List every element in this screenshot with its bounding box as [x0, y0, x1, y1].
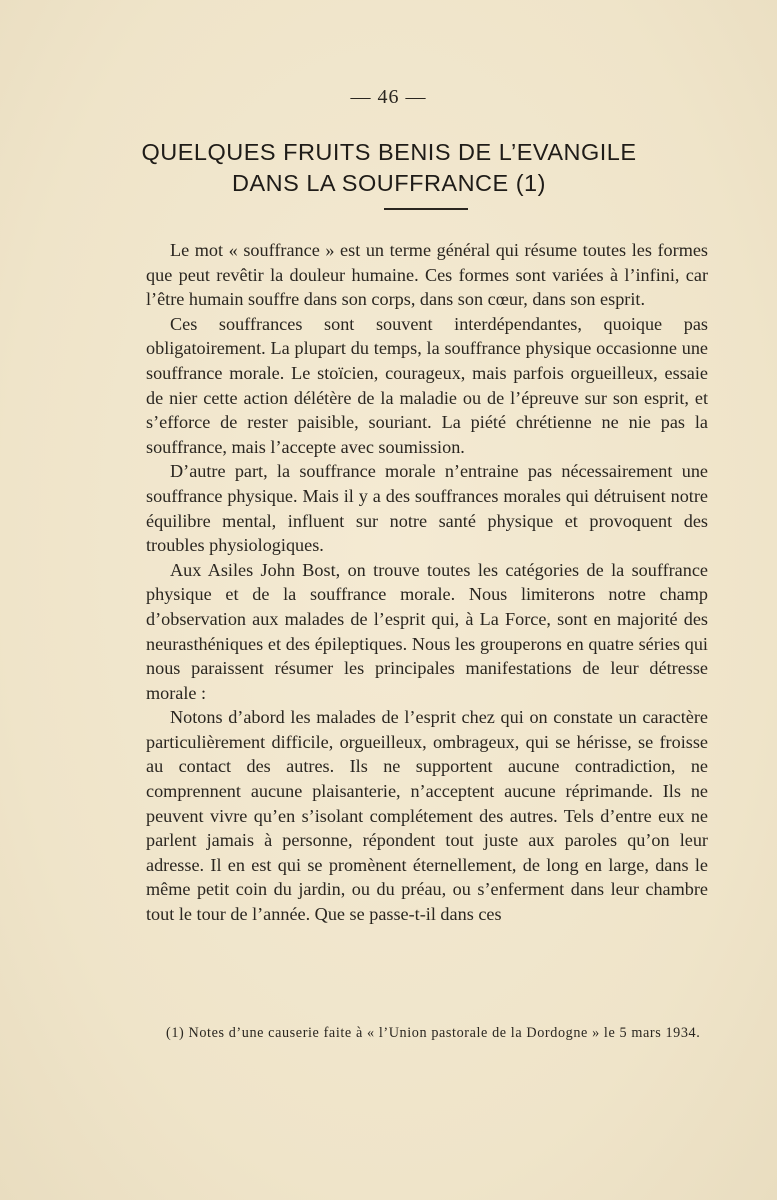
paragraph-1: Le mot « souffrance » est un terme général qui résume toutes les formes que peut revêtir la douleur humaine. Ces formes sont variées à l’infini, car l’être humain souffre dans son corps, dans son cœur, dans son esprit. — [146, 240, 708, 310]
body-text — [146, 238, 708, 927]
title-divider — [384, 208, 468, 210]
footnote-text: (1) Notes d’une causerie faite à « l’Union pastorale de la Dordogne » le 5 mars 1934. — [166, 1025, 701, 1041]
chapter-title — [0, 137, 777, 199]
footnote — [146, 1024, 708, 1042]
chapter-title-line-2: DANS LA SOUFFRANCE (1) — [232, 170, 546, 196]
page-number: — 46 — — [350, 86, 427, 108]
paragraph-2: Ces souffrances sont souvent interdépendantes, quoique pas obligatoirement. La plupart du temps, la souffrance physique occasionne une souffrance morale. Le stoïcien, courageux, mais parfois orgueilleux, essaie de nier cette action délétère de la maladie ou de l’épreuve sur son esprit, et s’efforce de rester paisible, souriant. La piété chrétienne ne nie pas la souffrance, mais l’accepte avec soumission. — [146, 313, 708, 457]
paragraph-3: D’autre part, la souffrance morale n’entraine pas nécessairement une souffrance physique. Mais il y a des souffrances morales qui détruisent notre équilibre mental, influent sur notre santé physique et provoquent des troubles physiologiques. — [146, 461, 708, 556]
paragraph-4: Aux Asiles John Bost, on trouve toutes les catégories de la souffrance physique et de la souffrance morale. Nous limiterons notre champ d’observation aux malades de l’esprit qui, à La Force, sont en majorité des neurasthéniques et des épileptiques. Nous les grouperons en quatre séries qui nous paraissent résumer les principales manifestations de leur détresse morale : — [146, 559, 708, 703]
paragraph-5: Notons d’abord les malades de l’esprit chez qui on constate un caractère particulièrement difficile, orgueilleux, ombrageux, qui se hérisse, se froisse au contact des autres. Ils ne supportent aucune contradiction, ne comprennent aucune plaisanterie, n’acceptent aucune réprimande. Ils ne peuvent vivre qu’en s’isolant complétement des autres. Tels d’entre eux ne parlent jamais à personne, répondent tout juste aux paroles qu’on leur adresse. Il en est qui se promènent éternellement, de long en large, dans le même petit coin du jardin, ou du préau, ou s’enferment dans leur chambre tout le tour de l’année. Que se passe-t-il dans ces — [146, 707, 708, 925]
chapter-title-line-1: QUELQUES FRUITS BENIS DE L’EVANGILE — [141, 139, 637, 165]
